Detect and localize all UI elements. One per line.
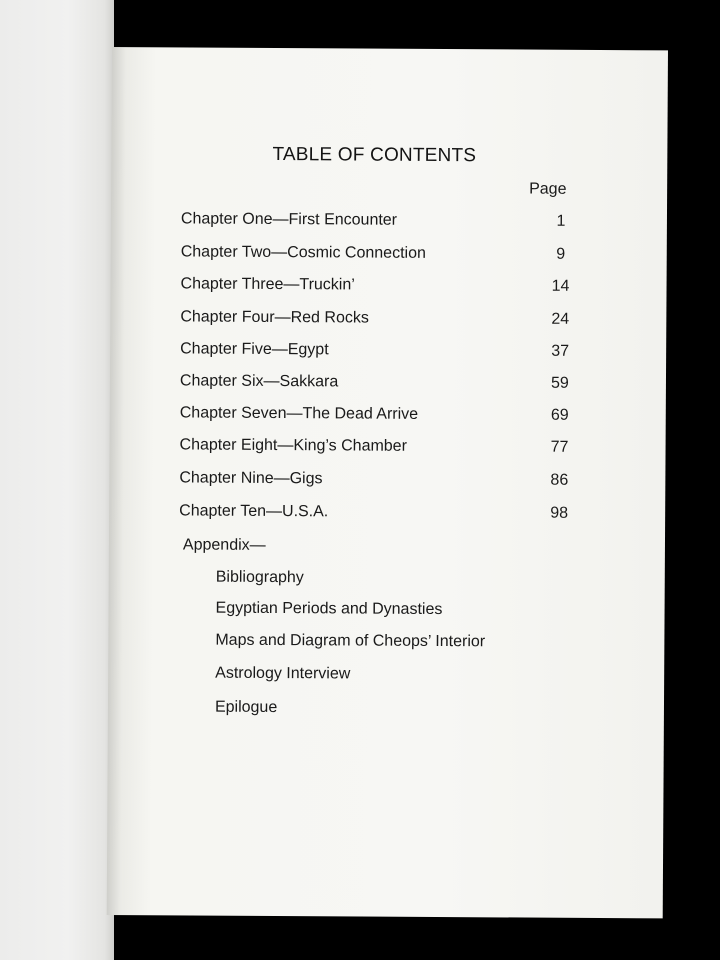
page-column-heading: Page: [529, 180, 567, 198]
toc-row-chapter-1: [180, 210, 581, 230]
chapter-label: Chapter Three—Truckin’: [180, 275, 355, 294]
appendix-item-astrology: Astrology Interview: [215, 664, 351, 683]
appendix-item-bibliography: Bibliography: [215, 568, 304, 587]
chapter-label: Chapter Eight—King’s Chamber: [179, 436, 407, 455]
chapter-label: Chapter Nine—Gigs: [179, 469, 323, 488]
toc-title: TABLE OF CONTENTS: [272, 143, 477, 167]
appendix-item-maps: Maps and Diagram of Cheops’ Interior: [215, 631, 486, 651]
appendix-heading: Appendix—: [182, 536, 266, 554]
chapter-label: Chapter Four—Red Rocks: [180, 308, 369, 327]
chapter-page-number: 59: [550, 374, 569, 392]
toc-row-chapter-8: [179, 436, 580, 456]
toc-row-chapter-9: [179, 469, 579, 489]
toc-row-chapter-2: [180, 243, 581, 263]
chapter-page-number: 69: [550, 406, 569, 424]
right-page: [107, 47, 668, 918]
chapter-page-number: 24: [551, 310, 570, 328]
toc-row-chapter-5: [180, 340, 580, 360]
chapter-label: Chapter Two—Cosmic Connection: [180, 243, 426, 262]
chapter-page-number: 37: [551, 342, 570, 360]
chapter-label: Chapter Six—Sakkara: [179, 372, 339, 391]
chapter-page-number: 14: [551, 277, 570, 295]
chapter-label: Chapter Five—Egypt: [180, 340, 329, 359]
appendix-item-epilogue: Epilogue: [214, 698, 278, 717]
chapter-page-number: 9: [556, 245, 566, 263]
chapter-label: Chapter Seven—The Dead Arrive: [179, 404, 419, 423]
toc-row-chapter-6: [179, 372, 580, 392]
chapter-page-number: 1: [556, 212, 566, 230]
chapter-label: Chapter One—First Encounter: [180, 210, 398, 229]
toc-row-chapter-10: [179, 502, 579, 522]
chapter-label: Chapter Ten—U.S.A.: [179, 502, 329, 521]
toc-row-chapter-7: [179, 404, 580, 424]
toc-row-chapter-3: [180, 275, 581, 295]
chapter-page-number: 98: [550, 504, 569, 522]
chapter-page-number: 77: [550, 438, 569, 456]
left-page: [0, 0, 114, 960]
toc-row-chapter-4: [180, 308, 580, 328]
chapter-page-number: 86: [550, 471, 569, 489]
appendix-item-periods: Egyptian Periods and Dynasties: [215, 599, 443, 619]
